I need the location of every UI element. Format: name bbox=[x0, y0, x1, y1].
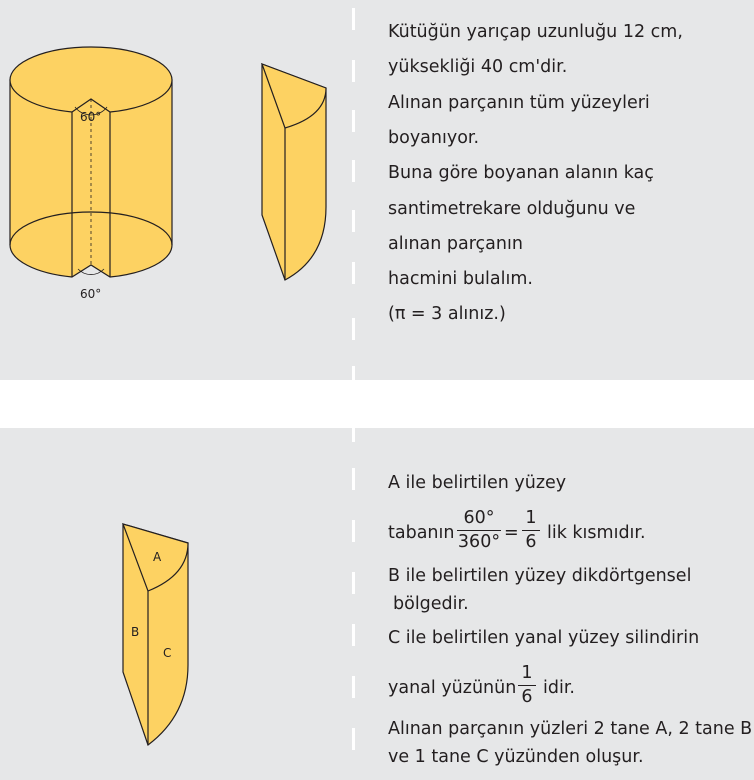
fraction-one-sixth bbox=[522, 508, 540, 553]
solution-line-prefix: tabanın bbox=[388, 523, 455, 543]
solution-line: bölgedir. bbox=[393, 594, 469, 614]
face-label-a: A bbox=[153, 550, 162, 564]
fraction-one-sixth bbox=[518, 663, 536, 708]
face-label-b: B bbox=[131, 625, 140, 639]
problem-line: boyanıyor. bbox=[388, 128, 480, 148]
fraction-angle bbox=[457, 508, 501, 553]
problem-line: Alınan parçanın tüm yüzeyleri bbox=[388, 93, 650, 113]
solution-line: Alınan parçanın yüzleri 2 tane A, 2 tane B bbox=[388, 719, 753, 739]
problem-line: (π = 3 alınız.) bbox=[388, 304, 506, 324]
problem-line: santimetrekare olduğunu ve bbox=[388, 199, 636, 219]
angle-label-bottom: 60° bbox=[80, 287, 102, 301]
fraction-numerator: 60° bbox=[463, 508, 495, 528]
fraction-denominator: 6 bbox=[521, 687, 533, 708]
fraction-denominator: 6 bbox=[525, 532, 537, 553]
problem-line: Buna göre boyanan alanın kaç bbox=[388, 163, 654, 183]
problem-line: alınan parçanın bbox=[388, 234, 523, 254]
fraction-bar bbox=[522, 530, 540, 531]
equals-sign: = bbox=[504, 523, 519, 543]
solution-line: A ile belirtilen yüzey bbox=[388, 473, 567, 493]
face-label-c: C bbox=[163, 646, 172, 660]
fraction-numerator: 1 bbox=[525, 508, 537, 528]
solution-line-suffix: idir. bbox=[543, 678, 575, 698]
problem-line: Kütüğün yarıçap uzunluğu 12 cm, bbox=[388, 22, 683, 42]
solution-line: C ile belirtilen yanal yüzey silindirin bbox=[388, 628, 700, 648]
solution-line: ve 1 tane C yüzünden oluşur. bbox=[388, 747, 644, 767]
wedge-piece-figure bbox=[262, 64, 326, 280]
solution-line-suffix: lik kısmıdır. bbox=[547, 523, 646, 543]
solution-line-prefix: yanal yüzünün bbox=[388, 678, 517, 698]
angle-label-top: 60° bbox=[80, 110, 102, 124]
log-cylinder-figure bbox=[10, 47, 172, 277]
fraction-denominator: 360° bbox=[457, 532, 501, 553]
solution-line: B ile belirtilen yüzey dikdörtgensel bbox=[388, 566, 692, 586]
fraction-bar bbox=[518, 685, 536, 686]
problem-line: yüksekliği 40 cm'dir. bbox=[388, 57, 568, 77]
fraction-numerator: 1 bbox=[521, 663, 533, 683]
problem-line: hacmini bulalım. bbox=[388, 269, 533, 289]
fraction-bar bbox=[457, 530, 501, 531]
